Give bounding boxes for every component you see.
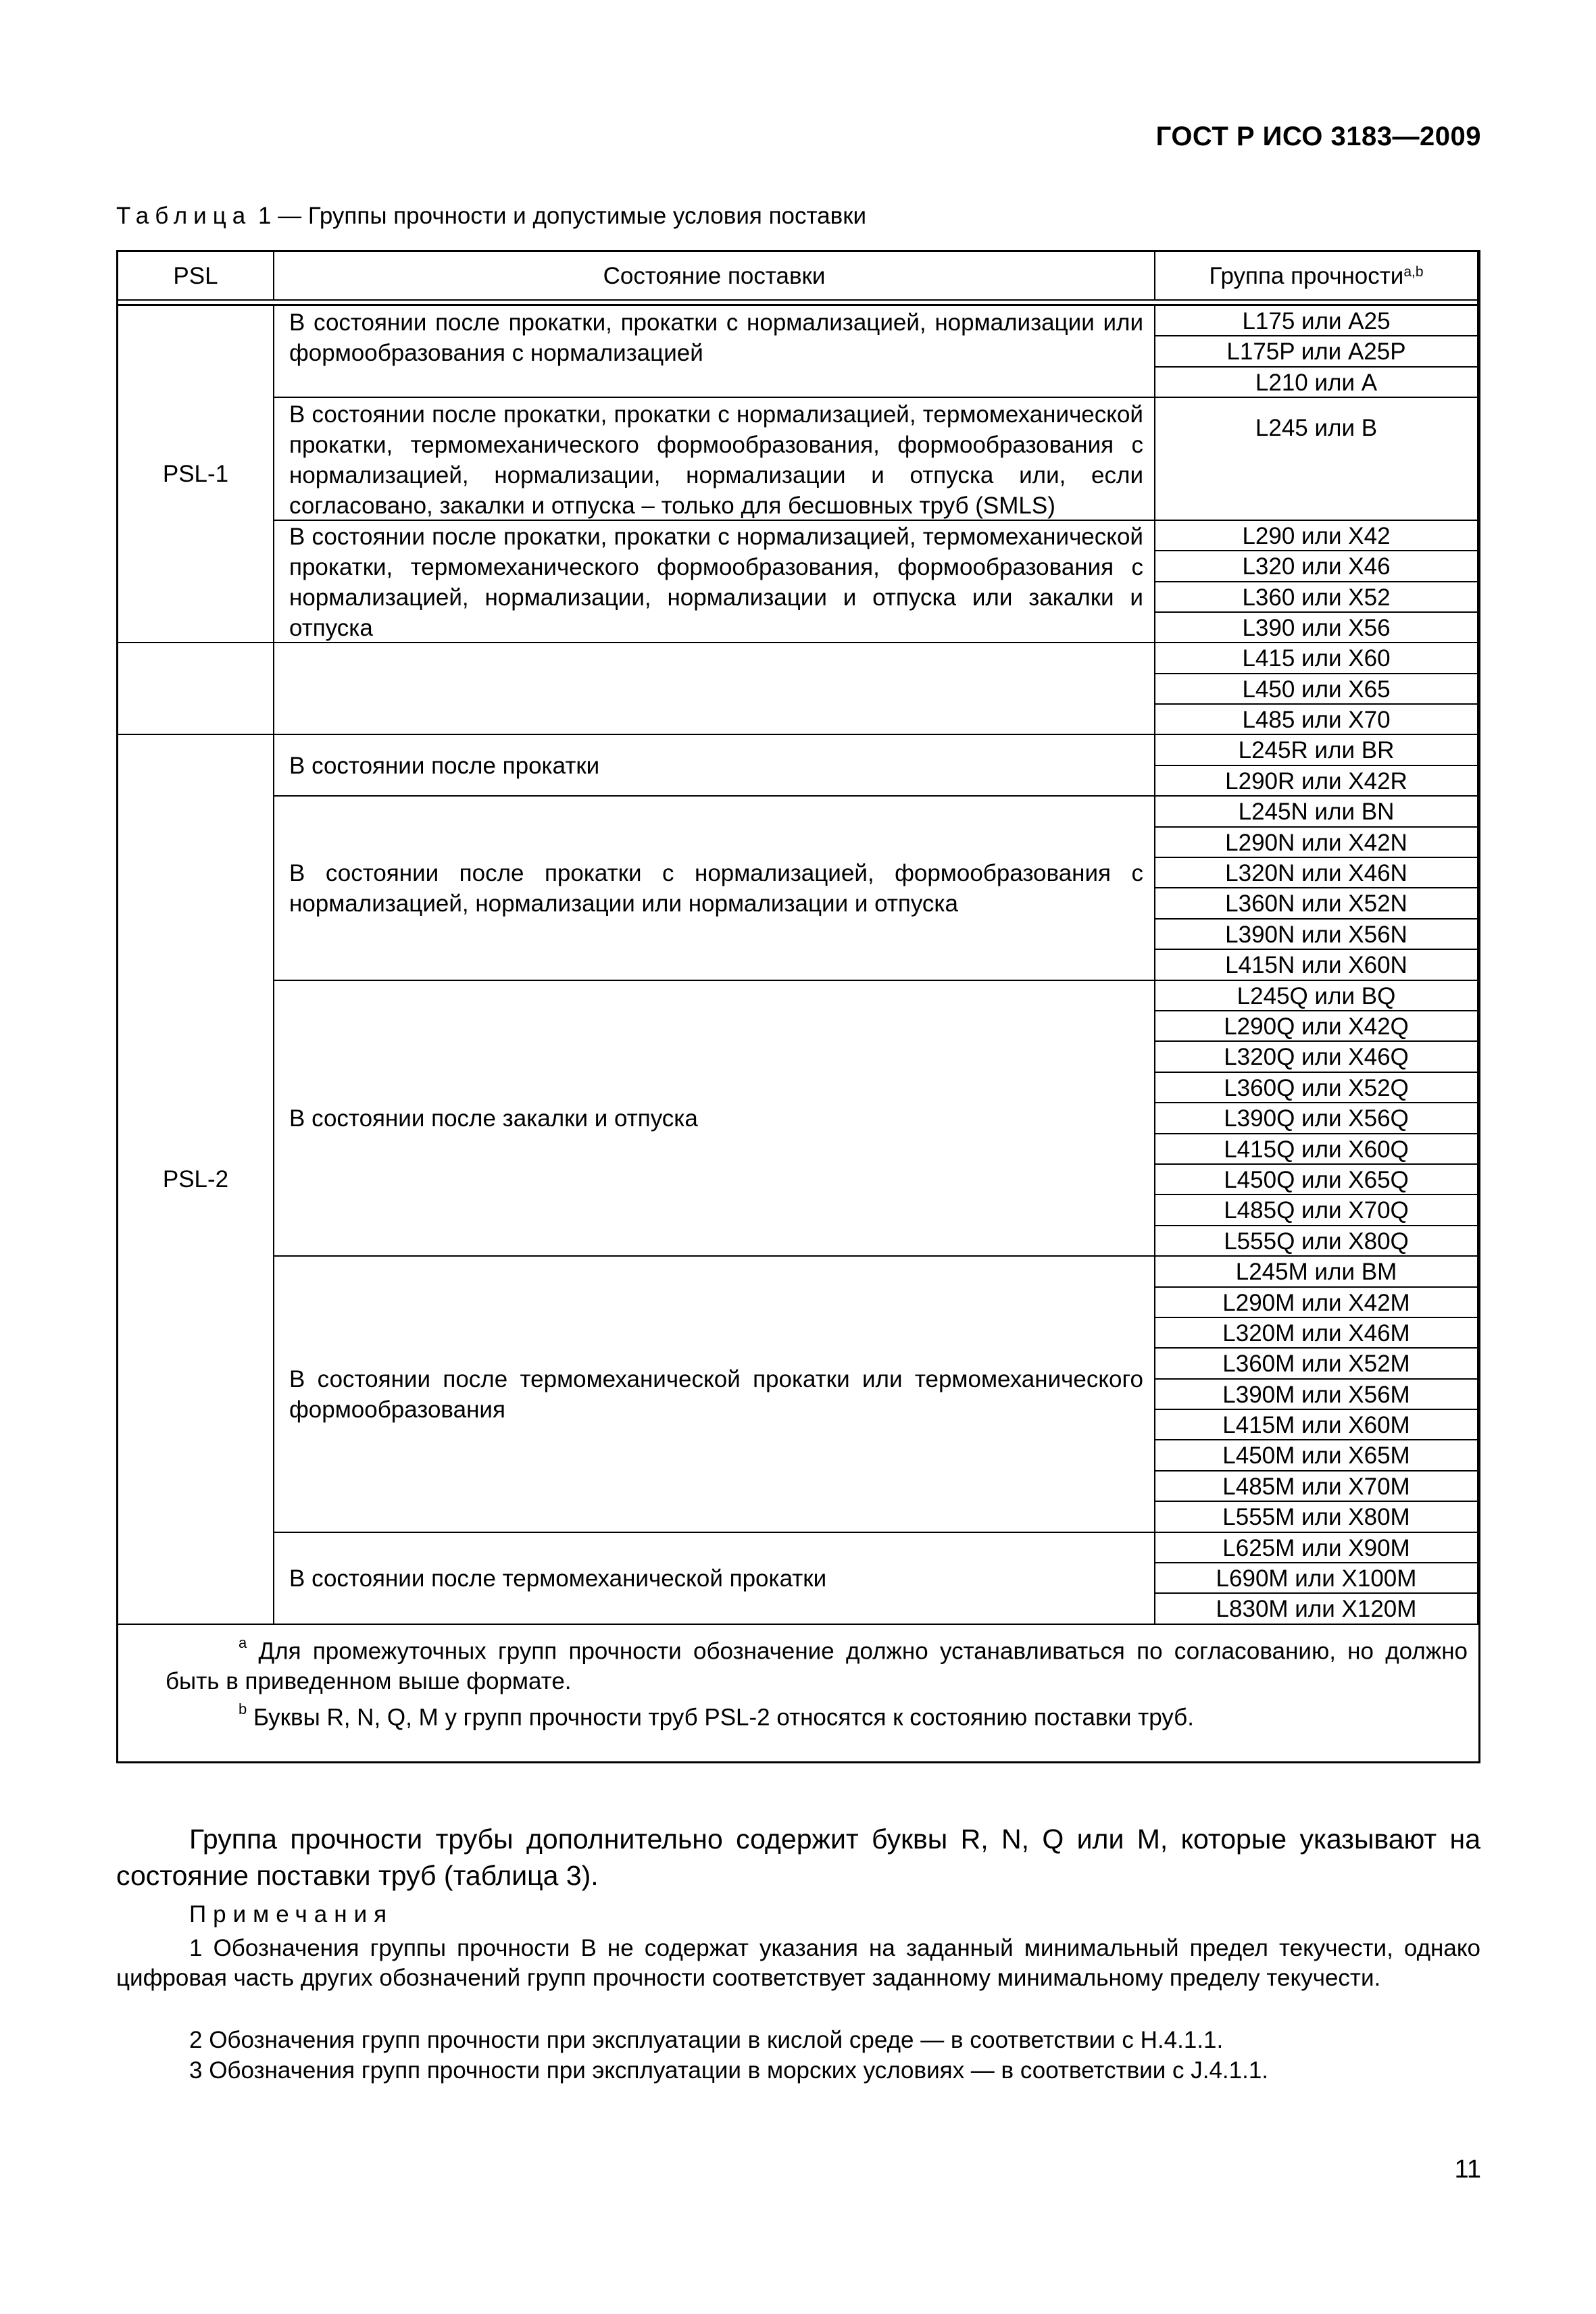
notes-heading: Примечания [189, 1901, 394, 1928]
grade-cell: L390N или X56N [1155, 920, 1478, 950]
strength-grades-table [116, 250, 1480, 1763]
grade-cell: L245N или BN [1155, 797, 1478, 827]
grade-cell: L390M или X56M [1155, 1380, 1478, 1410]
grade-cell: L245M или BM [1155, 1257, 1478, 1287]
grade-cell: L390 или X56 [1155, 613, 1478, 643]
grade-cell: L415Q или X60Q [1155, 1134, 1478, 1165]
table-caption-prefix: Таблица [116, 203, 252, 229]
grade-cell: L360N или X52N [1155, 888, 1478, 919]
grade-cell: L360 или X52 [1155, 582, 1478, 613]
grade-cell: L290Q или X42Q [1155, 1011, 1478, 1042]
psl-2-condition-1: В состоянии после прокатки [274, 735, 1155, 797]
grade-cell: L245 или B [1155, 398, 1478, 521]
grade-cell: L485 или X70 [1155, 705, 1478, 735]
grade-cell: L555M или X80M [1155, 1502, 1478, 1532]
grade-cell: L320M или X46M [1155, 1318, 1478, 1349]
note-1: 1 Обозначения группы прочности B не содержат указания на заданный минимальный предел текучести, однако цифровая часть других обозначений групп прочности соответствует заданному минимальному пределу текучести. [116, 1935, 1480, 1991]
grade-cell: L485Q или X70Q [1155, 1195, 1478, 1226]
grade-cell: L175P или A25P [1155, 336, 1478, 367]
note-2: 2 Обозначения групп прочности при эксплуатации в кислой среде — в соответствии с H.4.1.1. [189, 2027, 1224, 2053]
table-footnotes [118, 1625, 1478, 1732]
footnote-a: $^a$ Для промежуточных групп прочности обозначение должно устанавливаться по согласованию, но должно быть в приведенном выше формате. [166, 1634, 1468, 1695]
psl-2-condition-5: В состоянии после термомеханической прокатки [274, 1533, 1155, 1625]
grade-cell: L360Q или X52Q [1155, 1073, 1478, 1103]
grade-cell: L290 или X42 [1155, 521, 1478, 551]
table-caption-text: 1 — Группы прочности и допустимые условия поставки [251, 203, 867, 229]
psl-2-condition-4: В состоянии после термомеханической прокатки или термомеханического формообразования [274, 1257, 1155, 1533]
footnote-b: $^b$ Буквы R, N, Q, M у групп прочности труб PSL-2 относятся к состоянию поставки труб. [239, 1701, 1194, 1732]
psl-1-label: PSL-1 [118, 306, 274, 643]
grade-cell: L830M или X120M [1155, 1594, 1478, 1624]
grade-cell: L320Q или X46Q [1155, 1042, 1478, 1072]
page-number: 11 [1454, 2155, 1481, 2184]
grade-cell: L625M или X90M [1155, 1533, 1478, 1563]
note-3: 3 Обозначения групп прочности при эксплуатации в морских условиях — в соответствии с J.4.1.1. [189, 2057, 1269, 2084]
table-caption [116, 203, 866, 230]
header-gap [118, 301, 1478, 306]
grade-cell: L415M или X60M [1155, 1410, 1478, 1440]
psl-1-condition-3-extension [274, 643, 1155, 735]
grade-cell: L690M или X100M [1155, 1563, 1478, 1594]
psl-1-condition-1: В состоянии после прокатки, прокатки с нормализацией, нормализации или формообразования с нормализацией [274, 306, 1155, 398]
grade-cell: L415 или X60 [1155, 643, 1478, 674]
grade-cell: L290N или X42N [1155, 828, 1478, 858]
grade-cell: L175 или A25 [1155, 306, 1478, 336]
psl-2-condition-3: В состоянии после закалки и отпуска [274, 981, 1155, 1257]
grade-cell: L320N или X46N [1155, 858, 1478, 888]
psl-1-span-extension [118, 643, 274, 735]
grade-cell: L450Q или X65Q [1155, 1165, 1478, 1195]
standard-code: ГОСТ Р ИСО 3183—2009 [1155, 122, 1481, 151]
grade-cell: L290R или X42R [1155, 766, 1478, 797]
grade-cell: L485M или X70M [1155, 1472, 1478, 1502]
psl-2-condition-2: В состоянии после прокатки с нормализацией, формообразования с нормализацией, нормализации или нормализации и отпуска [274, 797, 1155, 980]
grade-cell: L245R или BR [1155, 735, 1478, 765]
grade-cell: L450 или X65 [1155, 674, 1478, 705]
grade-cell: L210 или A [1155, 368, 1478, 398]
grade-cell: L390Q или X56Q [1155, 1103, 1478, 1134]
grade-cell: L415N или X60N [1155, 950, 1478, 980]
grade-cell: L555Q или X80Q [1155, 1226, 1478, 1257]
grade-cell: L360M или X52M [1155, 1349, 1478, 1379]
psl-1-condition-3: В состоянии после прокатки, прокатки с нормализацией, термомеханической прокатки, термомеханического формообразования, формообразования с нормализацией, нормализации, нормализации и отпуска или закалки и отпуска [274, 521, 1155, 644]
header-footnote-marks: a,b [1403, 263, 1424, 280]
column-header-condition: Состояние поставки [274, 252, 1155, 301]
psl-1-condition-2: В состоянии после прокатки, прокатки с нормализацией, термомеханической прокатки, термомеханического формообразования, формообразования с нормализацией, нормализации, нормализации и отпуска или, если согласовано, закалки и отпуска – только для бесшовных труб (SMLS) [274, 398, 1155, 521]
body-paragraph: Группа прочности трубы дополнительно содержит буквы R, N, Q или M, которые указывают на состояние поставки труб (таблица 3). [116, 1823, 1480, 1891]
grade-cell: L245Q или BQ [1155, 981, 1478, 1011]
column-header-grade: Группа прочности $^{a,b}$ [1155, 252, 1478, 301]
psl-2-label: PSL-2 [118, 735, 274, 1624]
grade-cell: L290M или X42M [1155, 1288, 1478, 1318]
grade-cell: L320 или X46 [1155, 551, 1478, 582]
grade-cell: L450M или X65M [1155, 1440, 1478, 1471]
column-header-psl: PSL [118, 252, 274, 301]
